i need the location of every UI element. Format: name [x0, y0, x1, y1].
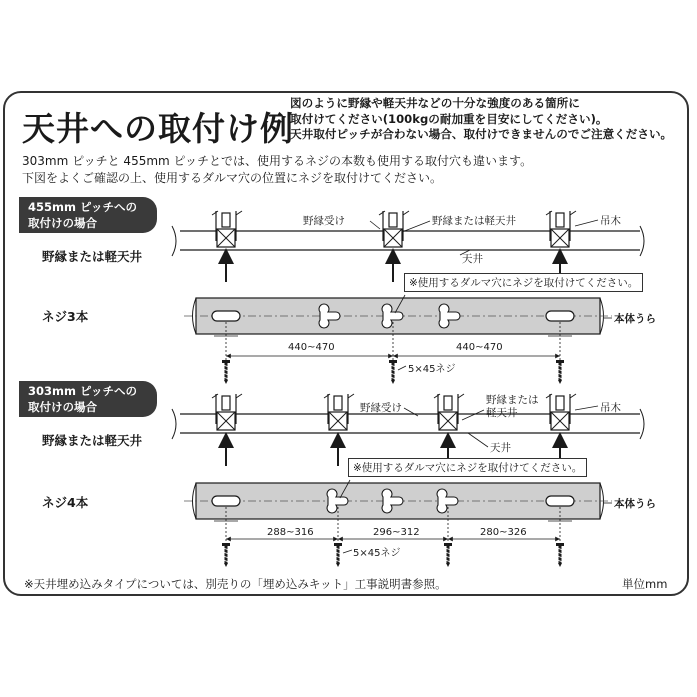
tsurigi-label: 吊木	[600, 215, 621, 227]
noburi-label: 軽天井	[486, 407, 518, 419]
screw-icon	[222, 543, 230, 567]
unit-label: 単位mm	[622, 577, 668, 591]
screw-spec-label: 5×45ネジ	[408, 364, 456, 375]
intro-line: 下図をよくご確認の上、使用するダルマ穴の位置にネジを取付けてください。	[22, 171, 443, 185]
dimension-label: 440~470	[288, 342, 335, 353]
screw-icon	[444, 543, 452, 567]
section2-badge	[19, 381, 157, 417]
section1-ceiling	[172, 226, 644, 256]
dimension-label: 296~312	[373, 527, 420, 538]
notice-line: 天井取付ピッチが合わない場合、取付けできませんのでご注意ください。	[290, 127, 673, 141]
section1-screw-count: ネジ3本	[42, 309, 89, 324]
body-back-label: 本体うら	[614, 313, 656, 325]
notice-line: 図のように野縁や軽天井などの十分な強度のある箇所に	[290, 96, 580, 110]
screw-spec-label: 5×45ネジ	[353, 548, 401, 559]
joist-marker	[546, 211, 576, 247]
noburi-label: 野縁または軽天井	[432, 215, 516, 227]
footnote: ※天井埋め込みタイプについては、別売りの「埋め込みキット」工事説明書参照。	[24, 577, 447, 591]
badge-line: 取付けの場合	[28, 216, 97, 230]
section1-ceiling-label: 野縁または軽天井	[42, 249, 143, 264]
badge-line: 取付けの場合	[28, 400, 97, 414]
dimension-label: 288~316	[267, 527, 314, 538]
joist-marker	[212, 211, 242, 247]
intro-line: 303mm ピッチと 455mm ピッチとでは、使用するネジの本数も使用する取付穴も違います。	[22, 154, 533, 168]
noburi-uke-label: 野縁受け	[360, 402, 402, 414]
badge-line: 455mm ピッチへの	[28, 200, 138, 214]
mount-slot	[546, 496, 574, 506]
mount-slot	[546, 311, 574, 321]
tsurigi-label: 吊木	[600, 402, 621, 414]
screw-icon	[389, 360, 397, 384]
section2-screw-count: ネジ4本	[42, 495, 89, 510]
section1-callout: ※使用するダルマ穴にネジを取付けてください。	[404, 273, 643, 292]
section2-ceiling	[172, 409, 644, 439]
joist-marker	[324, 394, 354, 430]
joist-marker	[546, 394, 576, 430]
body-back-label: 本体うら	[614, 498, 656, 510]
screw-icon	[334, 543, 342, 567]
tenjo-label: 天井	[490, 442, 511, 454]
dimension-label: 280~326	[480, 527, 527, 538]
joist-marker	[212, 394, 242, 430]
joist-marker	[434, 394, 464, 430]
page-title: 天井への取付け例	[22, 109, 294, 148]
joist-marker	[379, 211, 409, 247]
screw-icon	[556, 543, 564, 567]
noburi-uke-label: 野縁受け	[303, 215, 345, 227]
noburi-label: 野縁または	[486, 394, 539, 406]
tenjo-label: 天井	[462, 253, 483, 265]
notice-line: 取付けてください(100kgの耐加重を目安にしてください)。	[290, 111, 608, 126]
section1-badge	[19, 197, 157, 233]
screw-icon	[222, 360, 230, 384]
section2-ceiling-label: 野縁または軽天井	[42, 433, 143, 448]
mount-slot	[212, 496, 240, 506]
mount-slot	[212, 311, 240, 321]
dimension-label: 440~470	[456, 342, 503, 353]
section2-callout: ※使用するダルマ穴にネジを取付けてください。	[348, 458, 587, 477]
screw-icon	[556, 360, 564, 384]
badge-line: 303mm ピッチへの	[28, 384, 138, 398]
